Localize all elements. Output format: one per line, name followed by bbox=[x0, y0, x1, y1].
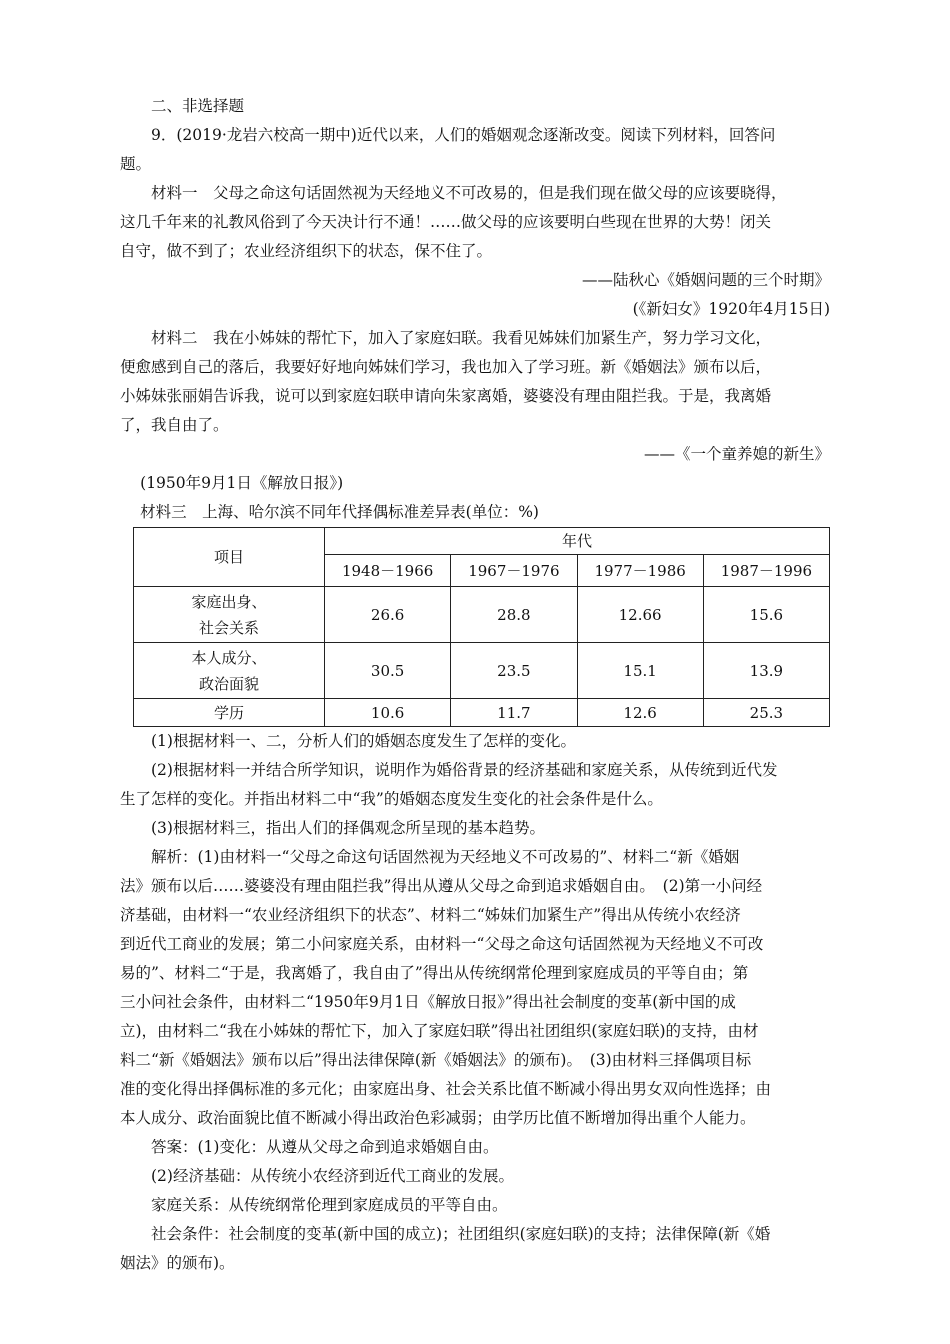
material1-line: 材料一 父母之命这句话固然视为天经地义不可改易的，但是我们现在做父母的应该要晓得， bbox=[151, 184, 787, 202]
table-row-label: 家庭出身、 社会关系 bbox=[134, 587, 325, 643]
table-row bbox=[134, 587, 830, 643]
answer-line: 姻法》的颁布)。 bbox=[120, 1254, 235, 1272]
table-cell: 28.8 bbox=[451, 587, 577, 643]
table-cell: 15.1 bbox=[577, 643, 703, 699]
analysis-line: 三小问社会条件，由材料二“1950年9月1日《解放日报》”得出社会制度的变革(新中国的成 bbox=[120, 993, 736, 1011]
table-header-era: 年代 bbox=[325, 528, 830, 555]
analysis-line: 济基础，由材料一“农业经济组织下的状态”、材料二“姊妹们加紧生产”得出从传统小农经济 bbox=[120, 906, 741, 924]
table-period: 1948－1966 bbox=[325, 555, 451, 587]
material2-line: 了，我自由了。 bbox=[120, 416, 229, 434]
material2-source-date: (1950年9月1日《解放日报》) bbox=[140, 474, 344, 492]
analysis-line: 立)，由材料二“我在小姊妹的帮忙下，加入了家庭妇联”得出社团组织(家庭妇联)的支持，由材 bbox=[120, 1022, 759, 1040]
material2-line: 小姊妹张丽娟告诉我，说可以到家庭妇联申请向朱家离婚，婆婆没有理由阻拦我。于是，我离婚 bbox=[120, 387, 772, 405]
answer-line: 答案：(1)变化：从遵从父母之命到追求婚姻自由。 bbox=[151, 1138, 499, 1156]
table-cell: 13.9 bbox=[703, 643, 829, 699]
table-cell: 25.3 bbox=[703, 699, 829, 727]
subquestion-2-cont: 生了怎样的变化。并指出材料二中“我”的婚姻态度发生变化的社会条件是什么。 bbox=[120, 790, 663, 808]
table-cell: 26.6 bbox=[325, 587, 451, 643]
table-row bbox=[134, 643, 830, 699]
subquestion-2: (2)根据材料一并结合所学知识，说明作为婚俗背景的经济基础和家庭关系，从传统到近代发 bbox=[151, 761, 778, 779]
analysis-line: 解析：(1)由材料一“父母之命这句话固然视为天经地义不可改易的”、材料二“新《婚姻 bbox=[151, 848, 740, 866]
material2-line: 材料二 我在小姊妹的帮忙下，加入了家庭妇联。我看见姊妹们加紧生产，努力学习文化， bbox=[151, 329, 772, 347]
table-cell: 10.6 bbox=[325, 699, 451, 727]
table-cell: 30.5 bbox=[325, 643, 451, 699]
analysis-line: 本人成分、政治面貌比值不断减小得出政治色彩减弱；由学历比值不断增加得出重个人能力。 bbox=[120, 1109, 756, 1127]
table-row-label: 本人成分、 政治面貌 bbox=[134, 643, 325, 699]
material1-line: 自守，做不到了；农业经济组织下的状态，保不住了。 bbox=[120, 242, 493, 260]
material1-source: ——陆秋心《婚姻问题的三个时期》 bbox=[581, 271, 830, 289]
answer-line: (2)经济基础：从传统小农经济到近代工商业的发展。 bbox=[151, 1167, 514, 1185]
analysis-line: 准的变化得出择偶标准的多元化；由家庭出身、社会关系比值不断减小得出男女双向性选择；由 bbox=[120, 1080, 772, 1098]
material2-source: ——《一个童养媳的新生》 bbox=[643, 445, 830, 463]
table-row-label: 学历 bbox=[134, 699, 325, 727]
table-row bbox=[134, 699, 830, 727]
answer-line: 家庭关系：从传统纲常伦理到家庭成员的平等自由。 bbox=[151, 1196, 508, 1214]
table-header-item: 项目 bbox=[134, 528, 325, 587]
material1-source-date: (《新妇女》1920年4月15日) bbox=[632, 300, 830, 318]
analysis-line: 料二“新《婚姻法》颁布以后”得出法律保障(新《婚姻法》的颁布)。 (3)由材料三择偶项目标 bbox=[120, 1051, 752, 1069]
table-period: 1967－1976 bbox=[451, 555, 577, 587]
answer-line: 社会条件：社会制度的变革(新中国的成立)；社团组织(家庭妇联)的支持；法律保障(新《婚 bbox=[151, 1225, 771, 1243]
table-cell: 12.66 bbox=[577, 587, 703, 643]
mate-selection-table bbox=[133, 527, 830, 727]
section-title: 二、非选择题 bbox=[151, 97, 245, 115]
material1-line: 这几千年来的礼教风俗到了今天决计行不通！……做父母的应该要明白些现在世界的大势！闭关 bbox=[120, 213, 772, 231]
subquestion-1: (1)根据材料一、二，分析人们的婚姻态度发生了怎样的变化。 bbox=[151, 732, 576, 750]
analysis-line: 法》颁布以后……婆婆没有理由阻拦我”得出从遵从父母之命到追求婚姻自由。 (2)第一小问经 bbox=[120, 877, 763, 895]
table-period: 1987－1996 bbox=[703, 555, 829, 587]
analysis-line: 易的”、材料二“于是，我离婚了，我自由了”得出从传统纲常伦理到家庭成员的平等自由；第 bbox=[120, 964, 749, 982]
question-intro-line: 题。 bbox=[120, 155, 152, 173]
table-cell: 11.7 bbox=[451, 699, 577, 727]
analysis-line: 到近代工商业的发展；第二小问家庭关系，由材料一“父母之命这句话固然视为天经地义不可改 bbox=[120, 935, 764, 953]
material2-line: 便愈感到自己的落后，我要好好地向姊妹们学习，我也加入了学习班。新《婚姻法》颁布以后， bbox=[120, 358, 772, 376]
subquestion-3: (3)根据材料三，指出人们的择偶观念所呈现的基本趋势。 bbox=[151, 819, 545, 837]
question-intro-line: 9．(2019·龙岩六校高一期中)近代以来，人们的婚姻观念逐渐改变。阅读下列材料，回答问 bbox=[151, 126, 776, 144]
document-page bbox=[120, 92, 830, 1278]
table-period: 1977－1986 bbox=[577, 555, 703, 587]
table-cell: 23.5 bbox=[451, 643, 577, 699]
table-cell: 12.6 bbox=[577, 699, 703, 727]
material3-caption: 材料三 上海、哈尔滨不同年代择偶标准差异表(单位：%) bbox=[140, 503, 539, 521]
table-cell: 15.6 bbox=[703, 587, 829, 643]
